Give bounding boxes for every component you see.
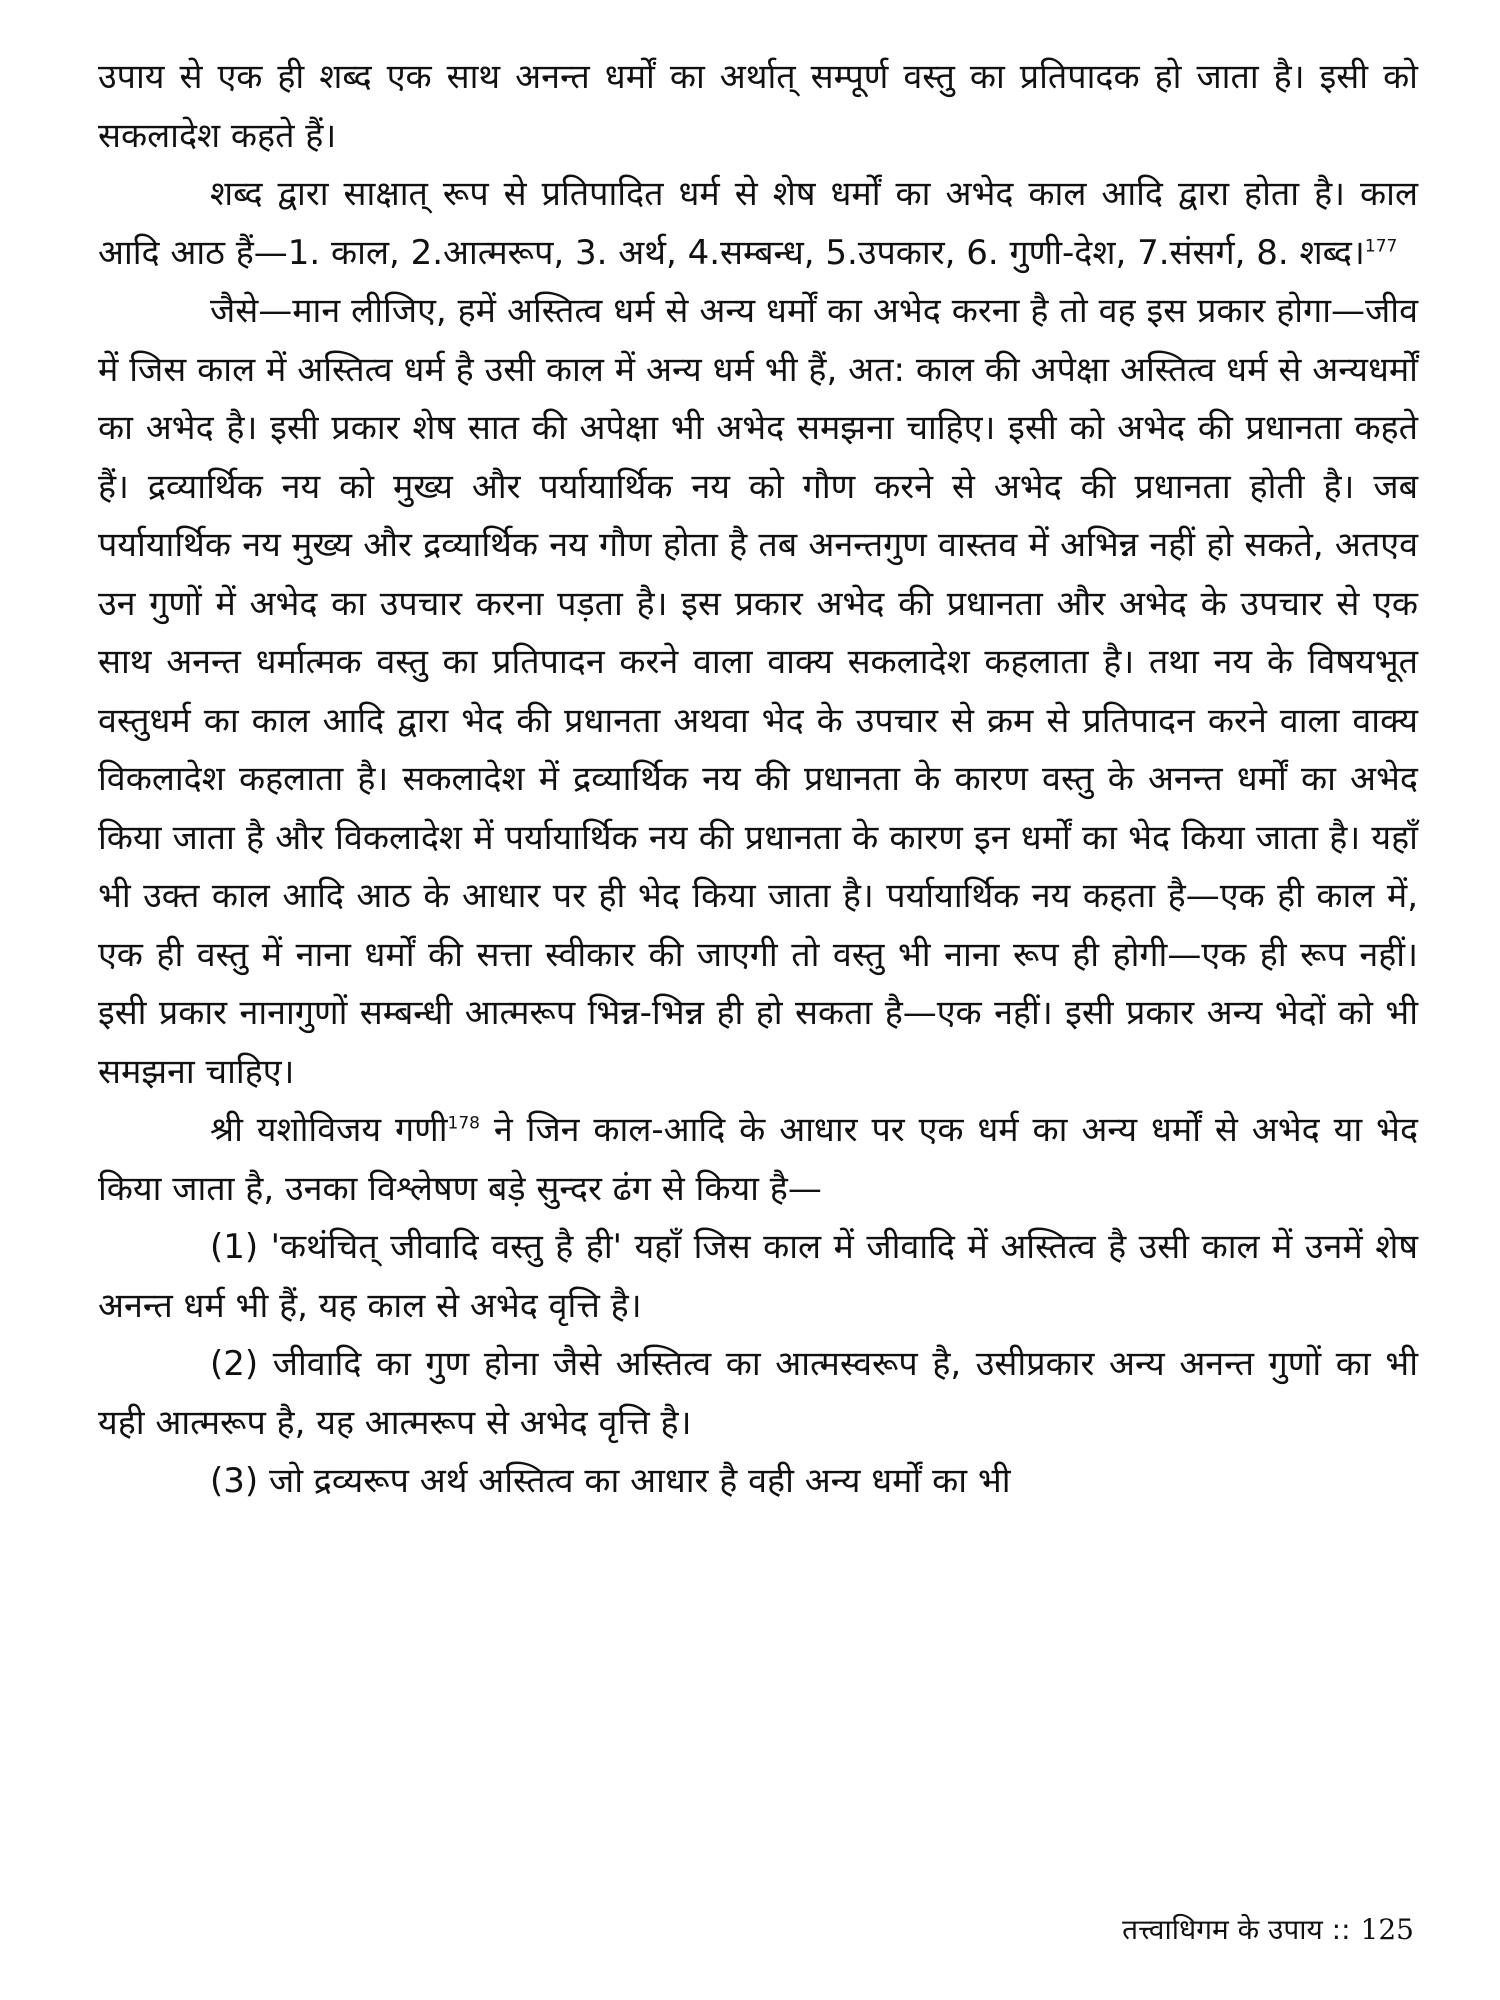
- list-item-3-text: (3) जो द्रव्यरूप अर्थ अस्तित्व का आधार है वही अन्य धर्मों का भी: [210, 1461, 1011, 1501]
- paragraph-3: [98, 282, 1418, 1101]
- paragraph-1: [98, 48, 1418, 165]
- list-item-3: [98, 1452, 1418, 1511]
- footnote-ref-178: 178: [447, 1113, 480, 1134]
- paragraph-4: [98, 1101, 1418, 1218]
- paragraph-4-author: श्री यशोविजय गणी: [210, 1110, 448, 1150]
- paragraph-2: [98, 165, 1418, 282]
- paragraph-1-text: उपाय से एक ही शब्द एक साथ अनन्त धर्मों का अर्थात् सम्पूर्ण वस्तु का प्रतिपादक हो जाता है। इसी को सकलादेश कहते हैं।: [98, 57, 1418, 156]
- paragraph-2-text: शब्द द्वारा साक्षात् रूप से प्रतिपादित धर्म से शेष धर्मों का अभेद काल आदि द्वारा होता है। काल आदि आठ हैं—1. काल, 2.आत्मरूप, 3. अर्थ, 4.सम्बन्ध, 5.उपकार, 6. गुणी-देश, 7.संसर्ग, 8. शब्द।: [98, 174, 1418, 273]
- list-item-2-text: (2) जीवादि का गुण होना जैसे अस्तित्व का आत्मस्वरूप है, उसीप्रकार अन्य अनन्त गुणों का भी यही आत्मरूप है, यह आत्मरूप से अभेद वृत्ति है।: [98, 1344, 1418, 1443]
- page-number: 125: [1360, 1913, 1414, 1946]
- page-footer: [1122, 1912, 1414, 1948]
- list-item-1-text: (1) 'कथंचित् जीवादि वस्तु है ही' यहाँ जिस काल में जीवादि में अस्तित्व है उसी काल में उनमें शेष अनन्त धर्म भी हैं, यह काल से अभेद वृत्ति है।: [98, 1227, 1418, 1326]
- list-item-2: [98, 1335, 1418, 1452]
- paragraph-4-text: ने जिन काल-आदि के आधार पर एक धर्म का अन्य धर्मों से अभेद या भेद किया जाता है, उनका विश्लेषण बड़े सुन्दर ढंग से किया है—: [98, 1110, 1418, 1209]
- list-item-1: [98, 1218, 1418, 1335]
- page-body: [98, 48, 1418, 1511]
- paragraph-3-text: जैसे—मान लीजिए, हमें अस्तित्व धर्म से अन्य धर्मों का अभेद करना है तो वह इस प्रकार होगा—जीव में जिस काल में अस्तित्व धर्म है उसी काल में अन्य धर्म भी हैं, अत: काल की अपेक्षा अस्तित्व धर्म से अन्यधर्मों का अभेद है। इसी प्रकार शेष सात की अपेक्षा भी अभेद समझना चाहिए। इसी को अभेद की प्रधानता कहते हैं। द्रव्यार्थिक नय को मुख्य और पर्यायार्थिक नय को गौण करने से अभेद की प्रधानता होती है। जब पर्यायार्थिक नय मुख्य और द्रव्यार्थिक नय गौण होता है तब अनन्तगुण वास्तव में अभिन्न नहीं हो सकते, अतएव उन गुणों में अभेद का उपचार करना पड़ता है। इस प्रकार अभेद की प्रधानता और अभेद के उपचार से एक साथ अनन्त धर्मात्मक वस्तु का प्रतिपादन करने वाला वाक्य सकलादेश कहलाता है। तथा नय के विषयभूत वस्तुधर्म का काल आदि द्वारा भेद की प्रधानता अथवा भेद के उपचार से क्रम से प्रतिपादन करने वाला वाक्य विकलादेश कहलाता है। सकलादेश में द्रव्यार्थिक नय की प्रधानता के कारण वस्तु के अनन्त धर्मों का अभेद किया जाता है और विकलादेश में पर्यायार्थिक नय की प्रधानता के कारण इन धर्मों का भेद किया जाता है। यहाँ भी उक्त काल आदि आठ के आधार पर ही भेद किया जाता है। पर्यायार्थिक नय कहता है—एक ही काल में, एक ही वस्तु में नाना धर्मों की सत्ता स्वीकार की जाएगी तो वस्तु भी नाना रूप ही होगी—एक ही रूप नहीं। इसी प्रकार नानागुणों सम्बन्धी आत्मरूप भिन्न-भिन्न ही हो सकता है—एक नहीं। इसी प्रकार अन्य भेदों को भी समझना चाहिए।: [98, 291, 1418, 1092]
- running-title: तत्त्वाधिगम के उपाय ::: [1122, 1913, 1351, 1946]
- footnote-ref-177: 177: [1364, 236, 1398, 257]
